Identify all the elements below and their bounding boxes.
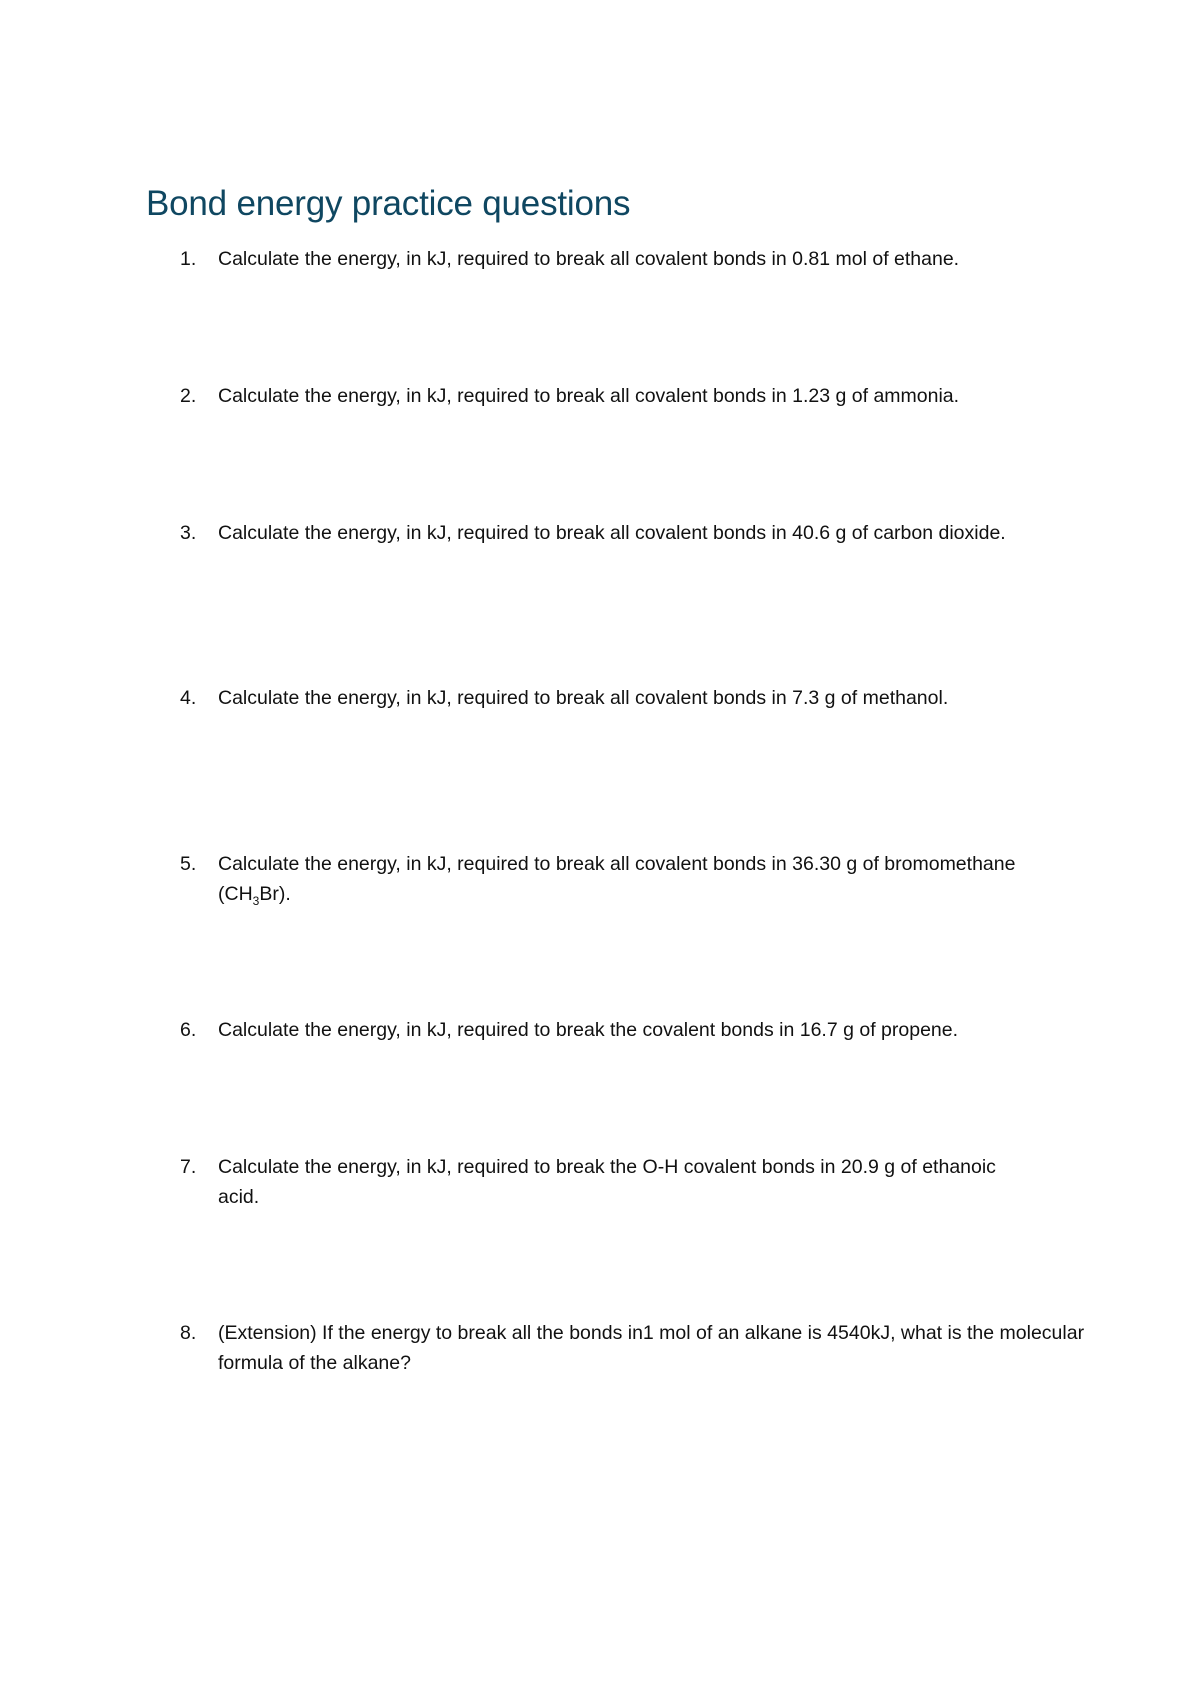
question-8 bbox=[180, 1318, 1090, 1378]
question-text-main: Calculate the energy, in kJ, required to break all covalent bonds in 36.30 g of bromomethane (CH bbox=[218, 853, 1016, 905]
question-5 bbox=[180, 849, 1040, 916]
question-number: 6. bbox=[180, 1019, 197, 1041]
question-number: 7. bbox=[180, 1156, 197, 1178]
question-text: Calculate the energy, in kJ, required to break the covalent bonds in 16.7 g of propene. bbox=[218, 1019, 959, 1041]
question-1 bbox=[180, 244, 1080, 274]
question-number: 4. bbox=[180, 687, 197, 709]
page-title: Bond energy practice questions bbox=[146, 184, 631, 223]
question-4 bbox=[180, 683, 1080, 713]
question-text bbox=[218, 849, 1040, 916]
question-6 bbox=[180, 1015, 1080, 1045]
question-text: Calculate the energy, in kJ, required to break all covalent bonds in 7.3 g of methanol. bbox=[218, 687, 949, 709]
question-3 bbox=[180, 518, 1040, 548]
question-text: Calculate the energy, in kJ, required to break all covalent bonds in 0.81 mol of ethane. bbox=[218, 248, 960, 270]
subscript: 3 bbox=[252, 893, 260, 908]
question-text: (Extension) If the energy to break all the bonds in1 mol of an alkane is 4540kJ, what is the molecular formula of the alkane? bbox=[218, 1322, 1085, 1374]
question-text: Calculate the energy, in kJ, required to break the O-H covalent bonds in 20.9 g of ethanoic acid. bbox=[218, 1156, 996, 1208]
question-text: Calculate the energy, in kJ, required to break all covalent bonds in 1.23 g of ammonia. bbox=[218, 385, 960, 407]
question-number: 2. bbox=[180, 385, 197, 407]
question-7 bbox=[180, 1152, 1040, 1212]
question-text: Calculate the energy, in kJ, required to break all covalent bonds in 40.6 g of carbon dioxide. bbox=[218, 522, 1006, 544]
question-number: 8. bbox=[180, 1322, 197, 1344]
question-number: 1. bbox=[180, 248, 197, 270]
question-text-end: Br). bbox=[259, 883, 291, 905]
question-number: 5. bbox=[180, 853, 197, 875]
question-2 bbox=[180, 381, 1080, 411]
question-number: 3. bbox=[180, 522, 197, 544]
